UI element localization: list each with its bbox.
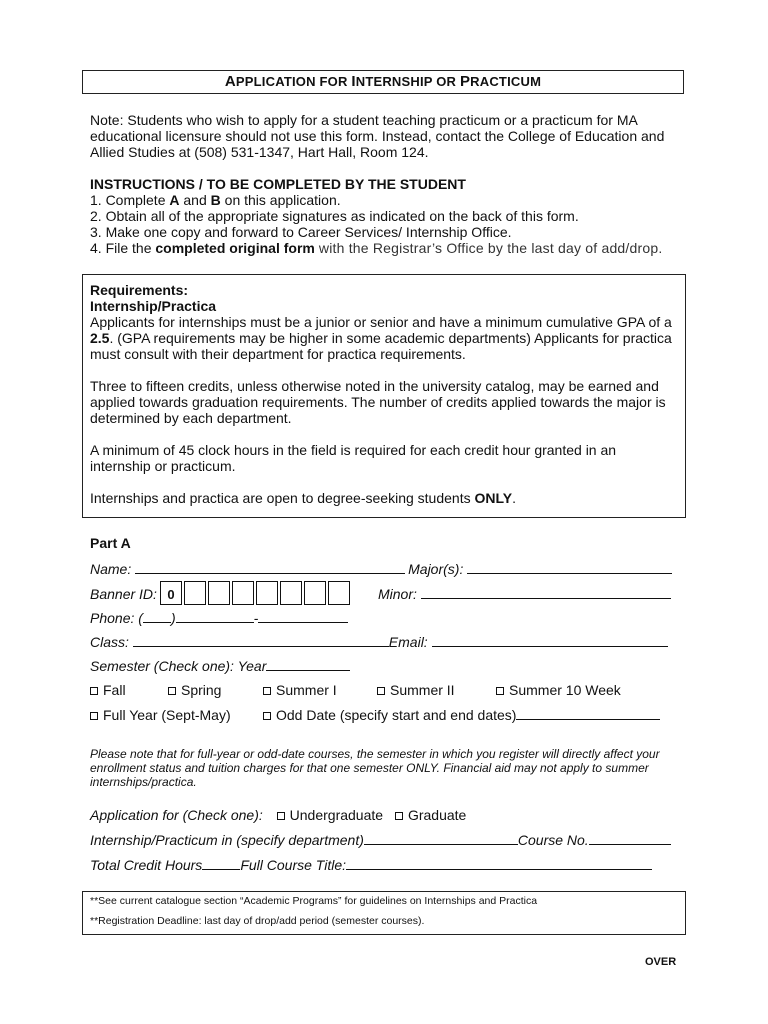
banner-id-cells [160, 581, 352, 605]
over-label: OVER [645, 956, 677, 968]
instructions-heading: INSTRUCTIONS / TO BE COMPLETED BY THE STUDENT [90, 176, 466, 192]
instruction-step-2: 2. Obtain all of the appropriate signatures as indicated on the back of this form. [90, 208, 579, 224]
instruction-step-3: 3. Make one copy and forward to Career Services/ Internship Office. [90, 224, 512, 240]
minor-field[interactable] [421, 586, 671, 599]
summer-10-week-label: Summer 10 Week [509, 682, 621, 698]
step1-a: A [169, 192, 180, 208]
instructions [90, 176, 680, 256]
gpa-pre: Applicants for internships must be a junior or senior and have a minimum cumulative GPA of a [90, 314, 672, 330]
summer-2-label: Summer II [390, 682, 455, 698]
phone-line-field[interactable] [258, 610, 348, 623]
department-field[interactable] [364, 832, 518, 845]
minor-label: Minor: [378, 586, 421, 602]
name-field[interactable] [135, 561, 405, 574]
semester-option-full-year[interactable] [90, 707, 231, 723]
banner-id-digit-4[interactable] [232, 581, 254, 605]
phone-label: Phone: ( [90, 610, 143, 626]
requirements-heading: Requirements: [90, 282, 189, 298]
credit-title-row [90, 857, 652, 873]
semester-option-fall[interactable] [90, 682, 126, 698]
department-row [90, 832, 671, 848]
requirements-credits-paragraph: Three to fifteen credits, unless otherwise noted in the university catalog, may be earned and applied towards graduation requirements. The number of credits applied towards the major is determined by each department. [90, 378, 666, 426]
class-label: Class: [90, 634, 133, 650]
requirements-gpa-paragraph [90, 314, 675, 362]
banner-id-digit-6[interactable] [280, 581, 302, 605]
step1-and: and [179, 192, 211, 208]
phone-row [90, 610, 348, 626]
application-for-label: Application for (Check one): [90, 807, 263, 823]
odd-date-label: Odd Date (specify start and end dates) [276, 707, 517, 723]
eligibility-post: . [512, 490, 516, 506]
banner-id-label: Banner ID: [90, 586, 157, 602]
banner-id-digit-3[interactable] [208, 581, 230, 605]
title-part-1: PPLICATION FOR [235, 74, 352, 89]
part-a-heading: Part A [90, 535, 131, 551]
banner-id-digit-7[interactable] [304, 581, 326, 605]
checkbox-icon[interactable] [395, 812, 403, 820]
phone-paren: ) [170, 610, 176, 626]
banner-label-row [90, 586, 157, 602]
credit-hours-label: Total Credit Hours [90, 857, 203, 873]
minor-row [378, 586, 671, 602]
class-field[interactable] [133, 634, 389, 647]
checkbox-icon[interactable] [90, 687, 98, 695]
step4-post: with the Registrar’s Office by the last day of add/drop. [314, 240, 663, 256]
semester-option-odd-date[interactable] [263, 707, 660, 723]
instruction-step-1 [90, 192, 680, 208]
banner-id-digit-8[interactable] [328, 581, 350, 605]
title-cap-a: A [224, 73, 236, 90]
checkbox-icon[interactable] [168, 687, 176, 695]
name-major-row [90, 561, 672, 577]
gpa-post: . (GPA requirements may be higher in some academic departments) Applicants for practica must consult with their department for practica requirements. [90, 330, 672, 362]
credit-hours-field[interactable] [202, 857, 240, 870]
requirements-subheading: Internship/Practica [90, 298, 217, 314]
course-no-label: Course No. [517, 832, 589, 848]
phone-prefix-field[interactable] [176, 610, 254, 623]
option-undergraduate[interactable] [277, 807, 383, 823]
step1-text: 1. Complete [90, 192, 170, 208]
graduate-label: Graduate [407, 807, 467, 823]
major-field[interactable] [467, 561, 672, 574]
full-title-field[interactable] [346, 857, 652, 870]
fall-label: Fall [103, 682, 126, 698]
step4-pre: 4. File the [90, 240, 156, 256]
step4-bold: completed original form [155, 240, 315, 256]
title-cap-p: P [459, 73, 471, 90]
eligibility-pre: Internships and practica are open to degree-seeking students [90, 490, 475, 506]
semester-option-summer-10-week[interactable] [496, 682, 621, 698]
major-label: Major(s): [408, 561, 468, 577]
semester-option-spring[interactable] [168, 682, 221, 698]
requirements-eligibility-paragraph [90, 490, 675, 506]
semester-row [90, 658, 350, 674]
phone-dash: - [253, 610, 259, 626]
checkbox-icon[interactable] [263, 712, 271, 720]
checkbox-icon[interactable] [377, 687, 385, 695]
full-title-label: Full Course Title: [240, 857, 346, 873]
form-title [82, 70, 684, 94]
please-note-paragraph: Please note that for full-year or odd-date courses, the semester in which you register will directly affect your enrollment status and tuition charges for that one semester ONLY. Financial aid may not apply to summer internships/practica. [90, 747, 660, 789]
title-part-3: RACTICUM [470, 74, 542, 89]
checkbox-icon[interactable] [263, 687, 271, 695]
checkbox-icon[interactable] [277, 812, 285, 820]
checkbox-icon[interactable] [496, 687, 504, 695]
instruction-step-4 [90, 240, 680, 256]
undergraduate-label: Undergraduate [289, 807, 384, 823]
spring-label: Spring [181, 682, 222, 698]
requirements [90, 282, 675, 522]
email-field[interactable] [432, 634, 668, 647]
semester-option-summer-1[interactable] [263, 682, 337, 698]
name-label: Name: [90, 561, 136, 577]
banner-id-digit-5[interactable] [256, 581, 278, 605]
title-part-2: NTERNSHIP OR [355, 74, 460, 89]
summer-1-label: Summer I [276, 682, 337, 698]
class-email-row [90, 634, 668, 650]
step1-post: on this application. [220, 192, 341, 208]
gpa-value: 2.5 [90, 330, 110, 346]
eligibility-bold: ONLY [474, 490, 513, 506]
step1-b: B [210, 192, 221, 208]
year-field[interactable] [266, 658, 350, 671]
semester-option-summer-2[interactable] [377, 682, 455, 698]
phone-area-code-field[interactable] [143, 610, 171, 623]
requirements-hours-paragraph: A minimum of 45 clock hours in the field is required for each credit hour granted in an internship or practicum. [90, 442, 617, 474]
footer-deadline-note: **Registration Deadline: last day of drop/add period (semester courses). [90, 915, 425, 927]
odd-date-field[interactable] [516, 707, 660, 720]
banner-id-digit-1[interactable]: 0 [160, 581, 182, 605]
footer-catalogue-note: **See current catalogue section “Academic Programs” for guidelines on Internships and Practica [90, 895, 538, 907]
full-year-label: Full Year (Sept-May) [103, 707, 231, 723]
department-label: Internship/Practicum in (specify department) [90, 832, 364, 848]
checkbox-icon[interactable] [90, 712, 98, 720]
banner-id-digit-2[interactable] [184, 581, 206, 605]
application-for-row [90, 807, 466, 823]
course-no-field[interactable] [589, 832, 671, 845]
title-cap-i: I [351, 73, 356, 90]
option-graduate[interactable] [395, 807, 466, 823]
email-label: Email: [388, 634, 432, 650]
semester-label: Semester (Check one): Year [90, 658, 267, 674]
note-paragraph: Note: Students who wish to apply for a student teaching practicum or a practicum for MA educational licensure should not use this form. Instead, contact the College of Education and Allied Studies at (508) 531-1347, Hart Hall, Room 124. [90, 112, 665, 160]
